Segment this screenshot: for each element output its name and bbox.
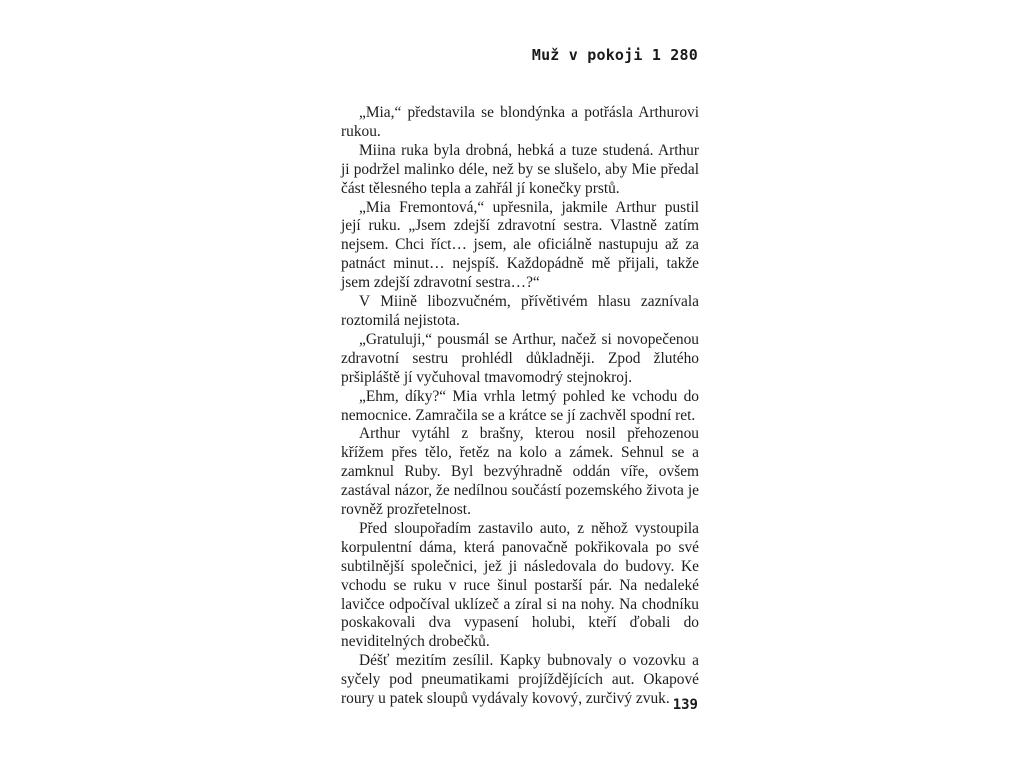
running-header-title: Muž v pokoji 1 280 xyxy=(531,46,698,64)
paragraph: „Gratuluji,“ pousmál se Arthur, načež si novopečenou zdravotní sestru prohlédl důkladněji. Zpod žlutého pršipláště jí vyčuhoval tmavomodrý stejnokroj. xyxy=(341,330,699,386)
paragraph: V Miině libozvučném, přívětivém hlasu zaznívala roztomilá nejistota. xyxy=(341,293,699,329)
paragraph: „Ehm, díky?“ Mia vrhla letmý pohled ke vchodu do nemocnice. Zamračila se a krátce se jí zachvěl spodní ret. xyxy=(341,387,699,424)
paragraph: Déšť mezitím zesílil. Kapky bubnovaly o vozovku a syčely pod pneumatikami projíždějících aut. Okapové roury u patek sloupů vydávaly kovový, zurčivý zvuk. xyxy=(341,652,699,708)
page-number: 139 xyxy=(672,697,698,713)
paragraph: „Mia Fremontová,“ upřesnila, jakmile Arthur pustil její ruku. „Jsem zdejší zdravotní sestra. Vlastně zatím nejsem. Chci říct… jsem, ale oficiálně nastupuju až za patnáct minut… nejspíš. Každopádně mě přijali, takže jsem zdejší zdravotní sestra…?“ xyxy=(341,198,699,292)
paragraph: „Mia,“ představila se blondýnka a potřásla Arthurovi rukou. xyxy=(341,104,699,140)
paragraph: Miina ruka byla drobná, hebká a tuze studená. Arthur ji podržel malinko déle, než by se slušelo, aby Mie předal část tělesného tepla a zahřál jí konečky prstů. xyxy=(341,141,699,197)
paragraph: Arthur vytáhl z brašny, kterou nosil přehozenou křížem přes tělo, řetěz na kolo a zámek. Sehnul se a zamknul Ruby. Byl bezvýhradně oddán víře, ovšem zastával názor, že nedílnou součástí pozemského života je rovněž prozřetelnost. xyxy=(341,425,699,519)
body-text xyxy=(341,104,699,709)
paragraph: Před sloupořadím zastavilo auto, z něhož vystoupila korpulentní dáma, která panovačně pokřikovala po své subtilnější společnici, jež ji následovala do budovy. Ke vchodu se ruku v ruce šinul postarší pár. Na nedaleké lavičce odpočíval uklízeč a zíral si na nohy. Na chodníku poskakovali dva vypasení holubi, kteří ďobali do neviditelných drobečků. xyxy=(341,519,699,651)
